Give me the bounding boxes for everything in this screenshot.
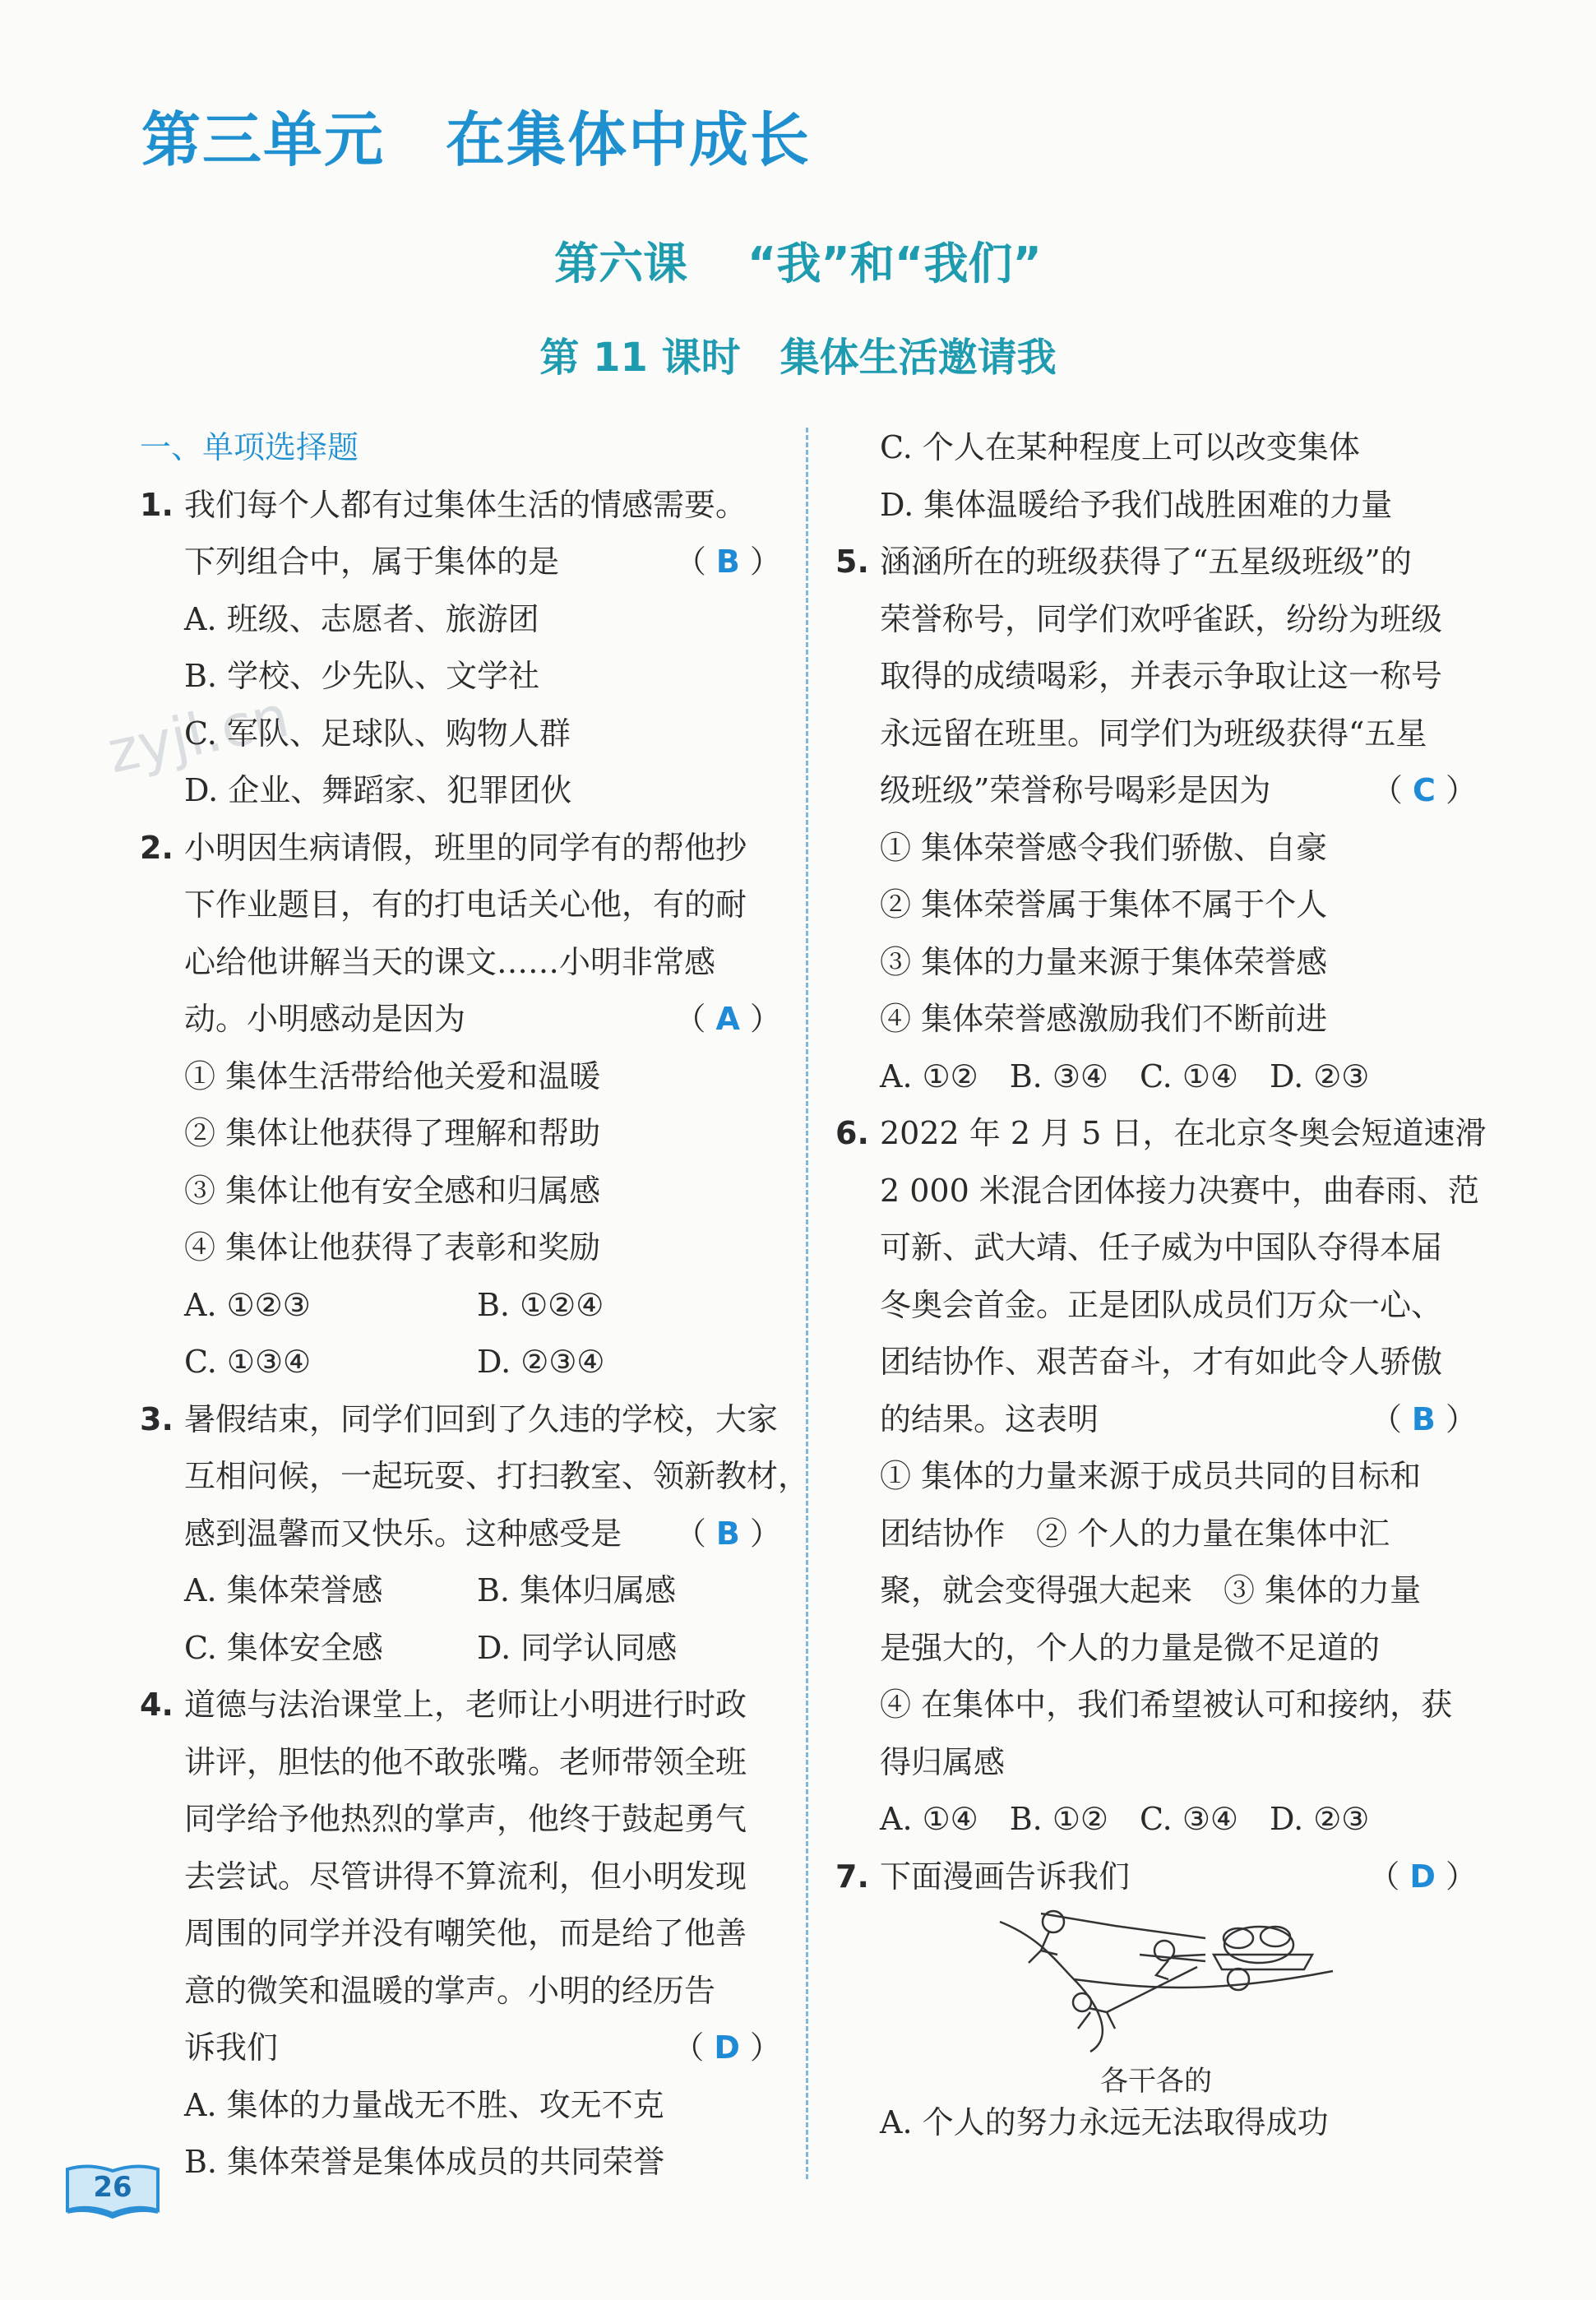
period-title: 第 11 课时 集体生活邀请我: [539, 335, 1057, 381]
option: C. 集体安全感: [184, 1629, 383, 1666]
answer-bracket: （ B ）: [674, 544, 781, 580]
question-text: 去尝试。尽管讲得不算流利，但小明发现: [184, 1858, 747, 1895]
question-6: [835, 1105, 1487, 1163]
option: D. 同学认同感: [477, 1629, 678, 1666]
question-text: 动。小明感动是因为: [184, 1001, 466, 1037]
statement: ① 集体的力量来源于成员共同的目标和: [880, 1458, 1422, 1494]
question-text: 感到温馨而又快乐。这种感受是: [184, 1515, 622, 1552]
options-line: A. ①④ B. ①② C. ③④ D. ②③: [880, 1801, 1370, 1837]
question-number: 7.: [835, 1858, 869, 1895]
answer-letter: B: [715, 544, 740, 580]
cartoon-illustration: [835, 1905, 1477, 2098]
option: A. 班级、志愿者、旅游团: [184, 600, 539, 637]
question-text: 2022 年 2 月 5 日，在北京冬奥会短道速滑: [880, 1115, 1487, 1151]
question-3: [140, 1391, 781, 1449]
option: A. 个人的努力永远无法取得成功: [880, 2104, 1329, 2140]
cartoon-caption: 各干各的: [1100, 2065, 1212, 2098]
statement: ③ 集体的力量来源于集体荣誉感: [880, 943, 1328, 980]
answer-bracket: （ D ）: [1368, 1858, 1477, 1895]
unit-title: 第三单元 在集体中成长: [141, 105, 812, 174]
question-text: 2 000 米混合团体接力决赛中，曲春雨、范: [880, 1172, 1479, 1209]
question-text: 小明因生病请假，班里的同学有的帮他抄: [184, 829, 747, 866]
statement: ③ 集体让他有安全感和归属感: [184, 1172, 601, 1209]
statement: 是强大的，个人的力量是微不足道的: [880, 1629, 1381, 1666]
question-number: 5.: [835, 544, 869, 580]
option: C. ①③④: [184, 1344, 312, 1380]
option: B. ①②④: [477, 1286, 604, 1323]
question-text: 冬奥会首金。正是团队成员们万众一心、: [880, 1286, 1443, 1323]
option: B. 学校、少先队、文学社: [184, 658, 540, 694]
question-1: [140, 477, 781, 535]
statement: 聚，就会变得强大起来 ③ 集体的力量: [880, 1572, 1422, 1608]
question-text: 下作业题目，有的打电话关心他，有的耐: [184, 886, 747, 923]
question-text: 级班级”荣誉称号喝彩是因为: [880, 772, 1271, 808]
option: A. 集体荣誉感: [184, 1572, 383, 1608]
column-divider: [806, 428, 808, 2179]
question-5: [835, 534, 1477, 591]
answer-bracket: （ D ）: [673, 2029, 781, 2066]
statement: ② 集体荣誉属于集体不属于个人: [880, 886, 1328, 923]
question-text: 意的微笑和温暖的掌声。小明的经历告: [184, 1972, 716, 2009]
question-text: 互相问候，一起玩耍、打扫教室、领新教材，: [184, 1458, 810, 1494]
left-column: [140, 419, 810, 2191]
question-text: 团结协作、艰苦奋斗，才有如此令人骄傲: [880, 1344, 1443, 1380]
lesson-title: 第六课 “我”和“我们”: [554, 238, 1042, 289]
question-text: 诉我们: [184, 2029, 279, 2066]
option: B. 集体归属感: [477, 1572, 677, 1608]
question-text: 永远留在班里。同学们为班级获得“五星: [880, 715, 1427, 752]
section-heading: 一、单项选择题: [140, 429, 359, 465]
question-number: 1.: [140, 486, 173, 523]
answer-bracket: （ A ）: [674, 1001, 781, 1037]
option: B. 集体荣誉是集体成员的共同荣誉: [184, 2144, 665, 2180]
question-number: 2.: [140, 829, 173, 866]
question-text: 下面漫画告诉我们: [880, 1858, 1131, 1895]
option: D. 集体温暖给予我们战胜困难的力量: [880, 486, 1393, 523]
answer-letter: C: [1413, 772, 1436, 808]
answer-letter: D: [714, 2029, 740, 2066]
question-text: 周围的同学并没有嘲笑他，而是给了他善: [184, 1915, 747, 1951]
answer-letter: A: [715, 1001, 740, 1037]
option: C. 个人在某种程度上可以改变集体: [880, 429, 1360, 465]
option: A. ①②③: [184, 1286, 311, 1323]
answer-letter: B: [1411, 1400, 1436, 1437]
question-number: 3.: [140, 1400, 173, 1437]
statement: 团结协作 ② 个人的力量在集体中汇: [880, 1515, 1390, 1552]
question-text: 可新、武大靖、任子威为中国队夺得本届: [880, 1229, 1443, 1266]
question-2: [140, 820, 781, 877]
question-4: [140, 1677, 781, 1734]
statement: ④ 在集体中，我们希望被认可和接纳，获: [880, 1687, 1453, 1723]
options-line: A. ①② B. ③④ C. ①④ D. ②③: [880, 1057, 1370, 1094]
answer-letter: B: [715, 1515, 740, 1552]
statement: ① 集体荣誉感令我们骄傲、自豪: [880, 829, 1328, 866]
question-number: 6.: [835, 1115, 869, 1151]
answer-bracket: （ B ）: [674, 1515, 781, 1552]
question-text: 同学给予他热烈的掌声，他终于鼓起勇气: [184, 1801, 747, 1837]
cartoon-drawing: [992, 1905, 1337, 2053]
question-text: 的结果。这表明: [880, 1400, 1099, 1437]
question-text: 荣誉称号，同学们欢呼雀跃，纷纷为班级: [880, 600, 1443, 637]
question-text: 涵涵所在的班级获得了“五星级班级”的: [880, 544, 1412, 580]
statement: ④ 集体荣誉感激励我们不断前进: [880, 1001, 1328, 1037]
question-text: 道德与法治课堂上，老师让小明进行时政: [184, 1687, 747, 1723]
statement: ② 集体让他获得了理解和帮助: [184, 1115, 601, 1151]
statement: 得归属感: [880, 1743, 1006, 1780]
question-text: 下列组合中，属于集体的是: [184, 544, 560, 580]
question-number: 4.: [140, 1687, 173, 1723]
question-text: 取得的成绩喝彩，并表示争取让这一称号: [880, 658, 1443, 694]
statement: ① 集体生活带给他关爱和温暖: [184, 1057, 601, 1094]
question-7: [835, 1849, 1477, 1906]
question-text: 心给他讲解当天的课文……小明非常感: [184, 943, 716, 980]
answer-letter: D: [1409, 1858, 1436, 1895]
question-text: 暑假结束，同学们回到了久违的学校，大家: [184, 1400, 779, 1437]
page-number: 26: [93, 2171, 132, 2204]
option: A. 集体的力量战无不胜、攻无不克: [184, 2086, 664, 2123]
watermark: zyjl.cn: [101, 682, 295, 787]
option: C. 军队、足球队、购物人群: [184, 715, 571, 752]
question-text: 讲评，胆怯的他不敢张嘴。老师带领全班: [184, 1743, 747, 1780]
option: D. 企业、舞蹈家、犯罪团伙: [184, 772, 572, 808]
statement: ④ 集体让他获得了表彰和奖励: [184, 1229, 601, 1266]
question-text: 我们每个人都有过集体生活的情感需要。: [184, 486, 747, 523]
right-column: [835, 419, 1487, 2152]
option: D. ②③④: [477, 1344, 605, 1380]
answer-bracket: （ C ）: [1371, 772, 1477, 808]
page-number-badge: [64, 2163, 161, 2220]
answer-bracket: （ B ）: [1370, 1400, 1477, 1437]
